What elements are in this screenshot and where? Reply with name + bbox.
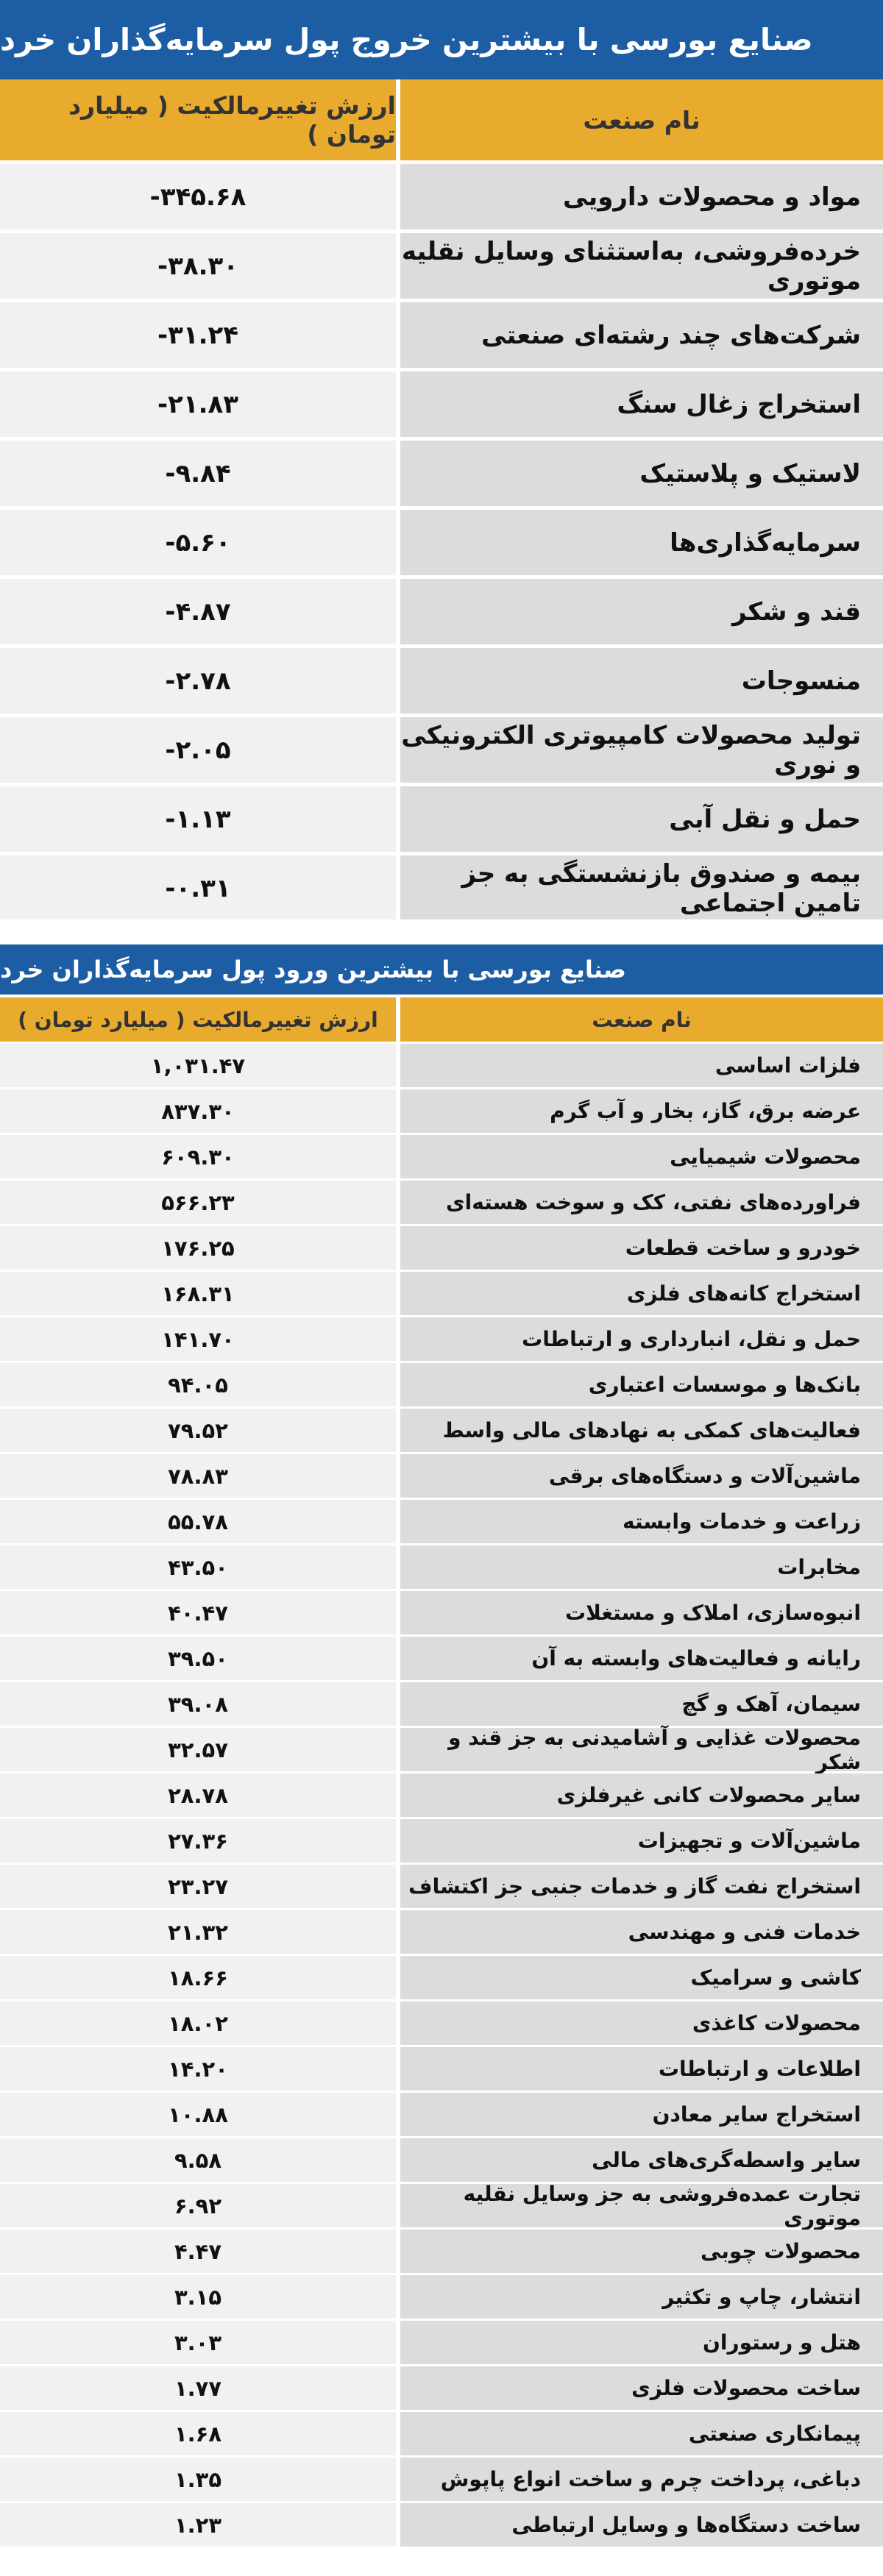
- industry-name-cell: سایر محصولات کانی غیرفلزی: [400, 1773, 883, 1817]
- inflow-table-title: صنایع بورسی با بیشترین ورود پول سرمایه‌گذاران خرد: [0, 944, 883, 995]
- industry-name-cell: عرضه برق، گاز، بخار و آب گرم: [400, 1089, 883, 1133]
- industry-name-cell: انتشار، چاپ و تکثیر: [400, 2275, 883, 2319]
- value-cell: ۱۷۶.۲۵: [0, 1226, 396, 1270]
- industry-name-cell: محصولات شیمیایی: [400, 1135, 883, 1178]
- table-row: [0, 648, 883, 714]
- value-cell: -۳۴۵.۶۸: [0, 164, 396, 230]
- table-row: [0, 2366, 883, 2410]
- value-cell: ۳.۱۵: [0, 2275, 396, 2319]
- industry-name-cell: شرکت‌های چند رشته‌ای صنعتی: [400, 302, 883, 368]
- industry-name-cell: ماشین‌آلات و دستگاه‌های برقی: [400, 1454, 883, 1498]
- industry-name-cell: فعالیت‌های کمکی به نهادهای مالی واسط: [400, 1409, 883, 1452]
- table-row: [0, 1044, 883, 1087]
- outflow-table: [0, 0, 883, 921]
- table-row: [0, 1725, 883, 1774]
- table-row: [0, 1819, 883, 1862]
- value-cell: ۵۵.۷۸: [0, 1500, 396, 1543]
- inflow-table-body: [0, 1044, 883, 2547]
- value-cell: ۲۱.۳۲: [0, 1910, 396, 1954]
- industry-name-cell: خدمات فنی و مهندسی: [400, 1910, 883, 1954]
- value-cell: ۱.۶۸: [0, 2412, 396, 2455]
- industry-name-cell: زراعت و خدمات وابسته: [400, 1500, 883, 1543]
- value-cell: ۱۴.۲۰: [0, 2047, 396, 2091]
- industry-name-cell: استخراج زغال سنگ: [400, 371, 883, 437]
- value-cell: -۲.۰۵: [0, 717, 396, 783]
- table-row: [0, 2002, 883, 2045]
- value-cell: ۱۸.۶۶: [0, 1956, 396, 1999]
- industry-name-cell: فراورده‌های نفتی، کک و سوخت هسته‌ای: [400, 1181, 883, 1224]
- industry-name-cell: کاشی و سرامیک: [400, 1956, 883, 1999]
- value-cell: -۱.۱۳: [0, 786, 396, 852]
- industry-column-header: نام صنعت: [400, 997, 883, 1042]
- industry-column-header: نام صنعت: [400, 79, 883, 160]
- value-column-header: ارزش تغییرمالکیت ( میلیارد تومان ): [0, 997, 396, 1042]
- table-row: [0, 1454, 883, 1498]
- value-cell: ۱.۷۷: [0, 2366, 396, 2410]
- value-cell: ۱.۲۳: [0, 2503, 396, 2547]
- table-row: [0, 441, 883, 506]
- industry-name-cell: مواد و محصولات دارویی: [400, 164, 883, 230]
- table-row: [0, 2230, 883, 2273]
- value-cell: -۳۱.۲۴: [0, 302, 396, 368]
- value-cell: ۲۳.۲۷: [0, 1865, 396, 1908]
- industry-name-cell: فلزات اساسی: [400, 1044, 883, 1087]
- industry-name-cell: استخراج سایر معادن: [400, 2093, 883, 2136]
- table-row: [0, 2503, 883, 2547]
- value-cell: -۹.۸۴: [0, 441, 396, 506]
- industry-name-cell: قند و شکر: [400, 579, 883, 644]
- inflow-table-header: [0, 997, 883, 1042]
- industry-name-cell: خودرو و ساخت قطعات: [400, 1226, 883, 1270]
- industry-name-cell: تجارت عمده‌فروشی به جز وسایل نقلیه موتوری: [400, 2184, 883, 2227]
- industry-name-cell: بیمه و صندوق بازنشستگی به جز تامین اجتماعی: [400, 855, 883, 921]
- table-row: [0, 2181, 883, 2230]
- value-cell: ۱۶۸.۳۱: [0, 1272, 396, 1315]
- industry-name-cell: استخراج کانه‌های فلزی: [400, 1272, 883, 1315]
- value-cell: ۲۷.۳۶: [0, 1819, 396, 1862]
- table-row: [0, 1956, 883, 1999]
- table-row: [0, 1363, 883, 1406]
- table-separator: [0, 919, 883, 944]
- table-row: [0, 2275, 883, 2319]
- value-cell: ۴۳.۵۰: [0, 1545, 396, 1589]
- value-cell: ۸۳۷.۳۰: [0, 1089, 396, 1133]
- table-row: [0, 1773, 883, 1817]
- industry-name-cell: ماشین‌آلات و تجهیزات: [400, 1819, 883, 1862]
- table-row: [0, 510, 883, 575]
- table-row: [0, 2321, 883, 2364]
- value-cell: ۱,۰۳۱.۴۷: [0, 1044, 396, 1087]
- industry-name-cell: دباغی، پرداخت چرم و ساخت انواع پاپوش: [400, 2458, 883, 2501]
- value-cell: ۳۹.۰۸: [0, 1682, 396, 1726]
- outflow-table-body: [0, 164, 883, 921]
- industry-name-cell: اطلاعات و ارتباطات: [400, 2047, 883, 2091]
- value-cell: -۳۸.۳۰: [0, 233, 396, 299]
- industry-name-cell: محصولات کاغذی: [400, 2002, 883, 2045]
- value-cell: ۶۰۹.۳۰: [0, 1135, 396, 1178]
- industry-name-cell: تولید محصولات کامپیوتری الکترونیکی و نوری: [400, 717, 883, 783]
- outflow-table-header: [0, 79, 883, 160]
- table-row: [0, 1910, 883, 1954]
- industry-name-cell: هتل و رستوران: [400, 2321, 883, 2364]
- table-row: [0, 233, 883, 299]
- value-cell: ۴.۴۷: [0, 2230, 396, 2273]
- table-row: [0, 2458, 883, 2501]
- table-row: [0, 164, 883, 230]
- value-cell: ۷۸.۸۳: [0, 1454, 396, 1498]
- table-row: [0, 1272, 883, 1315]
- table-row: [0, 371, 883, 437]
- value-column-header: ارزش تغییرمالکیت ( میلیارد تومان ): [0, 79, 396, 160]
- value-cell: ۱۸.۰۲: [0, 2002, 396, 2045]
- table-row: [0, 1865, 883, 1908]
- table-row: [0, 2093, 883, 2136]
- table-row: [0, 1637, 883, 1680]
- value-cell: ۱.۳۵: [0, 2458, 396, 2501]
- value-cell: ۱۰.۸۸: [0, 2093, 396, 2136]
- table-row: [0, 2412, 883, 2455]
- industry-name-cell: محصولات چوبی: [400, 2230, 883, 2273]
- industry-name-cell: انبوه‌سازی، املاک و مستغلات: [400, 1591, 883, 1634]
- table-row: [0, 1226, 883, 1270]
- industry-name-cell: حمل و نقل، انبارداری و ارتباطات: [400, 1317, 883, 1361]
- industry-name-cell: استخراج نفت گاز و خدمات جنبی جز اکتشاف: [400, 1865, 883, 1908]
- value-cell: ۳.۰۳: [0, 2321, 396, 2364]
- industry-name-cell: سرمایه‌گذاری‌ها: [400, 510, 883, 575]
- industry-name-cell: مخابرات: [400, 1545, 883, 1589]
- value-cell: -۵.۶۰: [0, 510, 396, 575]
- table-row: [0, 1545, 883, 1589]
- industry-name-cell: محصولات غذایی و آشامیدنی به جز قند و شکر: [400, 1728, 883, 1771]
- industry-name-cell: لاستیک و پلاستیک: [400, 441, 883, 506]
- value-cell: ۹۴.۰۵: [0, 1363, 396, 1406]
- value-cell: ۲۸.۷۸: [0, 1773, 396, 1817]
- value-cell: ۳۹.۵۰: [0, 1637, 396, 1680]
- industry-name-cell: حمل و نقل آبی: [400, 786, 883, 852]
- value-cell: -۰.۳۱: [0, 855, 396, 921]
- table-row: [0, 1317, 883, 1361]
- value-cell: -۲۱.۸۳: [0, 371, 396, 437]
- table-row: [0, 1591, 883, 1634]
- industry-name-cell: منسوجات: [400, 648, 883, 714]
- table-row: [0, 717, 883, 783]
- value-cell: ۳۲.۵۷: [0, 1728, 396, 1771]
- table-row: [0, 1181, 883, 1224]
- table-row: [0, 302, 883, 368]
- value-cell: ۹.۵۸: [0, 2138, 396, 2182]
- value-cell: ۶.۹۲: [0, 2184, 396, 2227]
- industry-name-cell: سیمان، آهک و گچ: [400, 1682, 883, 1726]
- value-cell: ۱۴۱.۷۰: [0, 1317, 396, 1361]
- table-row: [0, 2047, 883, 2091]
- industry-name-cell: بانک‌ها و موسسات اعتباری: [400, 1363, 883, 1406]
- industry-name-cell: سایر واسطه‌گری‌های مالی: [400, 2138, 883, 2182]
- industry-name-cell: ساخت دستگاه‌ها و وسایل ارتباطی: [400, 2503, 883, 2547]
- table-row: [0, 1500, 883, 1543]
- inflow-table: [0, 944, 883, 2547]
- table-row: [0, 855, 883, 921]
- value-cell: -۴.۸۷: [0, 579, 396, 644]
- table-row: [0, 1089, 883, 1133]
- industry-name-cell: رایانه و فعالیت‌های وابسته به آن: [400, 1637, 883, 1680]
- industry-name-cell: پیمانکاری صنعتی: [400, 2412, 883, 2455]
- table-row: [0, 786, 883, 852]
- table-row: [0, 579, 883, 644]
- industry-name-cell: خرده‌فروشی، به‌استثنای وسایل نقلیه موتوری: [400, 233, 883, 299]
- table-row: [0, 1135, 883, 1178]
- value-cell: -۲.۷۸: [0, 648, 396, 714]
- value-cell: ۵۶۶.۲۳: [0, 1181, 396, 1224]
- value-cell: ۴۰.۴۷: [0, 1591, 396, 1634]
- table-row: [0, 1409, 883, 1452]
- table-row: [0, 2138, 883, 2182]
- industry-name-cell: ساخت محصولات فلزی: [400, 2366, 883, 2410]
- table-row: [0, 1682, 883, 1726]
- outflow-table-title: صنایع بورسی با بیشترین خروج پول سرمایه‌گذاران خرد: [0, 0, 883, 79]
- value-cell: ۷۹.۵۲: [0, 1409, 396, 1452]
